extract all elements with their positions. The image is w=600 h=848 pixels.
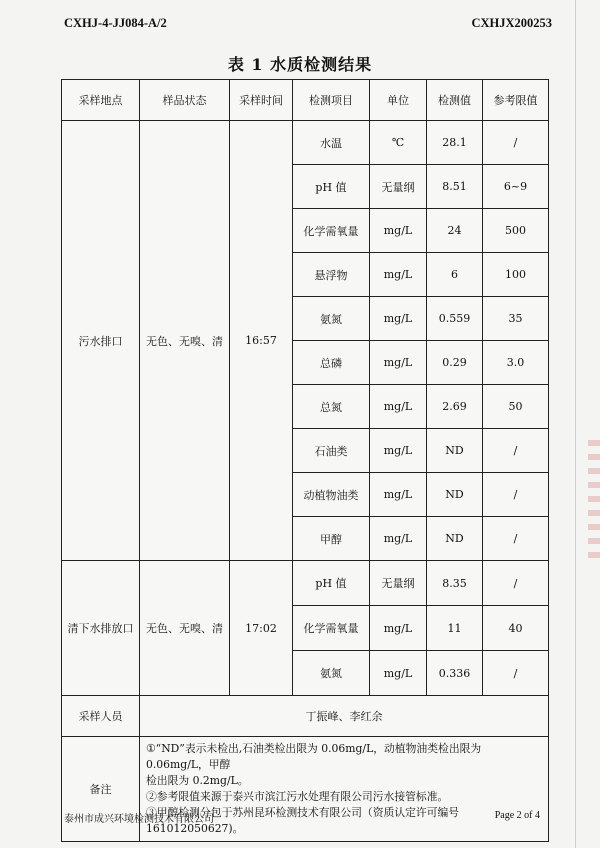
column-header-sample-state: 样品状态 <box>140 80 230 121</box>
sampling-time: 17:02 <box>230 561 293 696</box>
remark-line: ③甲醇检测分包于苏州昆环检测技术有限公司（资质认定许可编号 161012050627)。 <box>146 806 460 835</box>
measured-value: 8.51 <box>427 165 483 209</box>
table-row <box>62 121 549 165</box>
seal-edge-mark <box>588 440 600 560</box>
unit: ℃ <box>370 121 427 165</box>
test-item: 动植物油类 <box>293 473 370 517</box>
table-row <box>62 561 549 606</box>
remarks-label: 备注 <box>62 737 140 842</box>
column-header-unit: 单位 <box>370 80 427 121</box>
reference-limit: / <box>483 121 549 165</box>
unit: mg/L <box>370 341 427 385</box>
test-item: 氨氮 <box>293 297 370 341</box>
unit: mg/L <box>370 385 427 429</box>
sample-state: 无色、无嗅、清 <box>140 121 230 561</box>
column-header-limit: 参考限值 <box>483 80 549 121</box>
measured-value: ND <box>427 517 483 561</box>
column-header-test-item: 检测项目 <box>293 80 370 121</box>
remarks-content <box>140 737 549 842</box>
measured-value: 0.29 <box>427 341 483 385</box>
unit: 无量纲 <box>370 165 427 209</box>
reference-limit: / <box>483 561 549 606</box>
unit: mg/L <box>370 209 427 253</box>
document-code-left: CXHJ-4-JJ084-A/2 <box>64 16 167 30</box>
water-quality-results-table <box>61 79 549 842</box>
test-item: pH 值 <box>293 561 370 606</box>
unit: mg/L <box>370 606 427 651</box>
table-body <box>62 121 549 842</box>
column-header-value: 检测值 <box>427 80 483 121</box>
test-item: 石油类 <box>293 429 370 473</box>
unit: 无量纲 <box>370 561 427 606</box>
measured-value: 6 <box>427 253 483 297</box>
unit: mg/L <box>370 651 427 696</box>
test-item: 水温 <box>293 121 370 165</box>
unit: mg/L <box>370 429 427 473</box>
table-title: 表 1 水质检测结果 <box>227 55 373 74</box>
measured-value: 0.336 <box>427 651 483 696</box>
sample-state: 无色、无嗅、清 <box>140 561 230 696</box>
remarks-row <box>62 737 549 842</box>
report-number: CXHJX200253 <box>471 16 552 30</box>
measured-value: 11 <box>427 606 483 651</box>
test-item: 悬浮物 <box>293 253 370 297</box>
personnel-row <box>62 696 549 737</box>
reference-limit: 3.0 <box>483 341 549 385</box>
test-item: 化学需氧量 <box>293 606 370 651</box>
reference-limit: 40 <box>483 606 549 651</box>
column-header-location: 采样地点 <box>62 80 140 121</box>
personnel-label: 采样人员 <box>62 696 140 737</box>
column-header-sampling-time: 采样时间 <box>230 80 293 121</box>
measured-value: 2.69 <box>427 385 483 429</box>
remark-line: 检出限为 0.2mg/L。 <box>146 774 249 787</box>
reference-limit: / <box>483 517 549 561</box>
test-item: 总磷 <box>293 341 370 385</box>
reference-limit: / <box>483 473 549 517</box>
measured-value: ND <box>427 429 483 473</box>
test-item: 总氮 <box>293 385 370 429</box>
personnel-names: 丁振峰、李红余 <box>140 696 549 737</box>
test-item: 甲醇 <box>293 517 370 561</box>
test-item: 氨氮 <box>293 651 370 696</box>
reference-limit: 100 <box>483 253 549 297</box>
reference-limit: 6~9 <box>483 165 549 209</box>
remark-line: ②参考限值来源于泰兴市滨江污水处理有限公司污水接管标准。 <box>146 790 449 803</box>
measured-value: ND <box>427 473 483 517</box>
page-edge-line <box>575 0 576 848</box>
sampling-location: 污水排口 <box>62 121 140 561</box>
reference-limit: / <box>483 429 549 473</box>
reference-limit: 500 <box>483 209 549 253</box>
unit: mg/L <box>370 297 427 341</box>
reference-limit: 50 <box>483 385 549 429</box>
unit: mg/L <box>370 517 427 561</box>
reference-limit: / <box>483 651 549 696</box>
measured-value: 28.1 <box>427 121 483 165</box>
measured-value: 8.35 <box>427 561 483 606</box>
table-header-row <box>62 80 549 121</box>
sampling-time: 16:57 <box>230 121 293 561</box>
unit: mg/L <box>370 253 427 297</box>
measured-value: 0.559 <box>427 297 483 341</box>
measured-value: 24 <box>427 209 483 253</box>
test-item: pH 值 <box>293 165 370 209</box>
footer-company: 泰州市成兴环境检测技术有限公司 <box>64 814 214 825</box>
reference-limit: 35 <box>483 297 549 341</box>
sampling-location: 清下水排放口 <box>62 561 140 696</box>
remark-line: ①“ND”表示未检出,石油类检出限为 0.06mg/L，动植物油类检出限为 0.06mg/L，甲醇 <box>146 742 482 771</box>
unit: mg/L <box>370 473 427 517</box>
test-item: 化学需氧量 <box>293 209 370 253</box>
page-number: Page 2 of 4 <box>494 810 540 821</box>
